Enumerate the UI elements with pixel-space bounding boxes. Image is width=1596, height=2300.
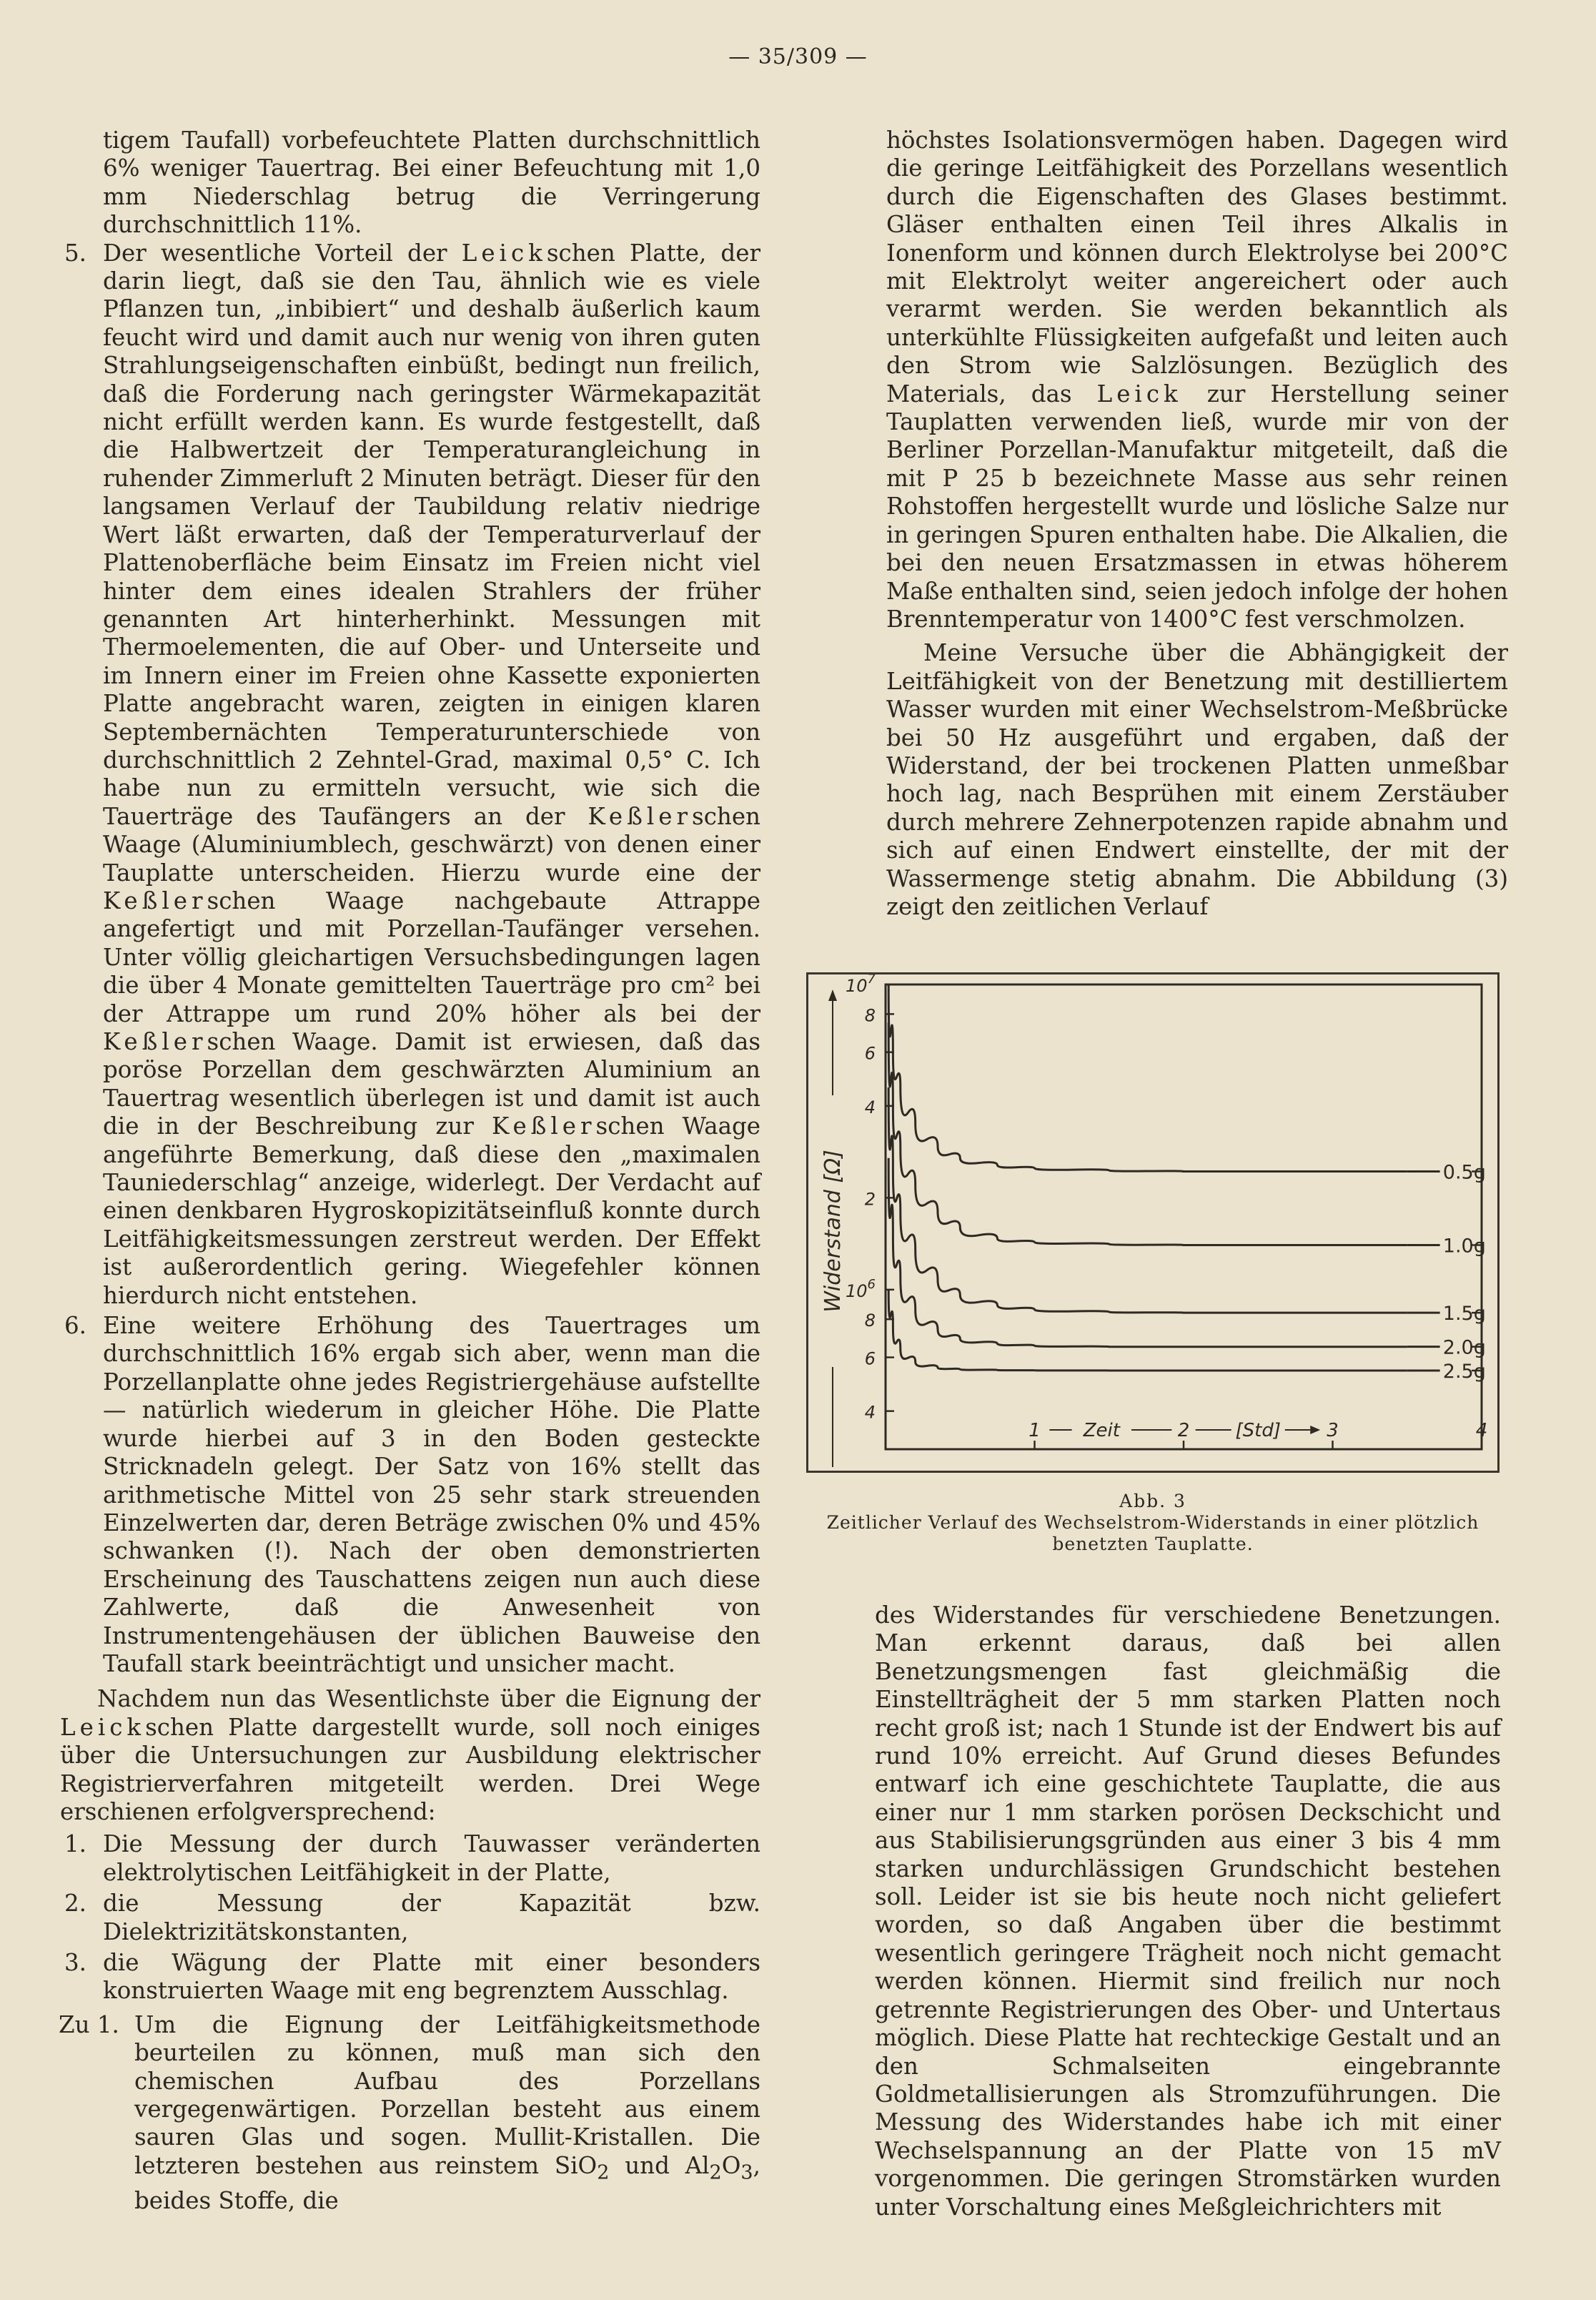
- item-5-part: schen Waage nachgebaute Attrappe angefertigt und mit Porzellan-Taufänger versehen. Unter völlig gleichartigen Versuchsbedingungen lagen die über 4 Monate gemittelten Tauerträge pro cm² bei der Attrappe um rund 20% höher als bei der: [103, 887, 760, 1027]
- item-5-part: schen Waage. Damit ist erwiesen, daß das poröse Porzellan dem geschwärzten Aluminium an Tauertrag wesentlich überlegen ist und damit ist auch die in der Beschreibung zur: [103, 1028, 760, 1140]
- numbered-list-a: [64, 239, 761, 1679]
- intro-paragraph: [103, 127, 760, 240]
- name-leick: Leick: [60, 1713, 146, 1741]
- y-tick-label: 8: [864, 1005, 876, 1026]
- y-tick-exponent: 6: [867, 1276, 876, 1292]
- zu-1-part: Um die Eignung der Leitfähigkeitsmethode beurteilen zu können, muß man sich den chemischen Aufbau des Porzellans vergegenwärtigen. Porzellan besteht aus einem sauren Glas und sogen. Mullit-Kristallen. Die letzteren bestehen aus reinstem SiO: [134, 2010, 760, 2179]
- list-item-5: [64, 239, 761, 1310]
- name-kessler: Keßler: [103, 1028, 207, 1055]
- paragraph-part: höchstes Isolationsvermögen haben. Dagegen wird die geringe Leitfähigkeit des Porzellans wesentlich durch die Eigenschaften des Glases bestimmt. Gläser enthalten einen Teil ihres Alkalis in Ionenform und können durch Elektrolyse bei 200°C mit Elektrolyt weiter angereichert oder auch verarmt werden. Sie werden bekanntlich als unterkühlte Flüssigkeiten aufgefaßt und leiten auch den Strom wie Salzlösungen. Bezüglich des Materials, das: [886, 127, 1508, 408]
- right-paragraph-3: des Widerstandes für verschiedene Benetzungen. Man erkennt daraus, daß bei allen Benetzungsmengen fast gleichmäßig die Einstellträgheit der 5 mm starken Platten noch recht groß ist; nach 1 Stunde ist der Endwert bis auf rund 10% erreicht. Auf Grund dieses Befundes entwarf ich eine geschichtete Tauplatte, die aus einer nur 1 mm starken porösen Deckschicht und aus Stabilisierungsgründen aus einer 3 bis 4 mm starken undurchlässigen Grundschicht bestehen soll. Leider ist sie bis heute noch nicht geliefert worden, so daß Angaben über die bestimmt wesentlich geringere Trägheit noch nicht gemacht werden können. Hiermit sind freilich nur noch getrennte Registrierungen des Ober- und Untertaus möglich. Diese Platte hat rechteckige Gestalt und an den Schmalseiten eingebrannte Goldmetallisierungen als Stromzuführungen. Die Messung des Widerstandes habe ich mit einer Wechselspannung an der Platte von 15 mV vorgenommen. Die geringen Stromstärken wurden unter Vorschaltung eines Meßgleichrichters mit: [875, 1601, 1501, 2221]
- resistance-chart: [808, 974, 1497, 1471]
- name-kessler: Keßler: [588, 802, 693, 830]
- item-5-part: schen Waage angeführte Bemerkung, daß diese den „maximalen Tauniederschlag“ anzeige, widerlegt. Der Verdacht auf einen denkbaren Hygroskopizitätseinfluß konnte durch Leitfähigkeitsmessungen zerstreut werden. Der Effekt ist außerordentlich gering. Wiegefehler können hierdurch nicht entstehen.: [103, 1112, 761, 1309]
- series-label: 0.5g: [1442, 1161, 1486, 1184]
- method-3-text: die Wägung der Platte mit einer besonders konstruierten Waage mit eng begrenztem Ausschlag.: [103, 1949, 760, 2005]
- right-column-top: [886, 127, 1508, 921]
- method-1-number: 1.: [64, 1830, 87, 1858]
- paragraph-part: zur Herstellung seiner Tauplatten verwenden ließ, wurde mir von der Berliner Porzellan-Manufaktur mitgeteilt, daß die mit P 25 b bezeichnete Masse aus sehr reinen Rohstoffen hergestellt wurde und lösliche Salze nur in geringen Spuren enthalten habe. Die Alkalien, die bei den neuen Ersatzmassen in etwas höherem Maße enthalten sind, seien jedoch infolge der hohen Brenntemperatur von 1400°C fest verschmolzen.: [886, 380, 1508, 633]
- item-5-text: [103, 240, 760, 1309]
- intro-text: tigem Taufall) vorbefeuchtete Platten durchschnittlich 6% weniger Tauertrag. Bei einer Befeuchtung mit 1,0 mm Niederschlag betrug die Verringerung durchschnittlich 11%.: [103, 127, 760, 239]
- series-label: 1.0g: [1442, 1235, 1486, 1258]
- y-tick-label: 2: [864, 1189, 876, 1210]
- x-tick-label: 3: [1327, 1420, 1339, 1441]
- right-paragraph-2: Meine Versuche über die Abhängigkeit der Leitfähigkeit von der Benetzung mit destilliertem Wasser wurden mit einer Wechselstrom-Meßbrücke bei 50 Hz ausgeführt und ergaben, daß der Widerstand, der bei trockenen Platten unmeßbar hoch lag, nach Besprühen mit einem Zerstäuber durch mehrere Zehnerpotenzen rapide abnahm und sich auf einen Endwert einstellte, der mit der Wassermenge stetig abnahm. Die Abbildung (3) zeigt den zeitlichen Verlauf: [886, 639, 1508, 920]
- zu-1-part: und Al: [609, 2151, 710, 2179]
- chart-series-labels: [1443, 1161, 1486, 1383]
- y-tick-label: $10^6$: [846, 1276, 876, 1301]
- zu-1-item: [59, 2010, 760, 2215]
- y-tick-exponent: 7: [867, 974, 876, 987]
- caption-title: Abb. 3: [1119, 1491, 1186, 1511]
- subscript: 2: [597, 2161, 610, 2184]
- transition-paragraph: [60, 1685, 760, 1826]
- x-tick-label: 2: [1177, 1420, 1190, 1441]
- series-line: [888, 984, 1407, 1172]
- plot-frame: [886, 984, 1482, 1449]
- item-5-number: 5.: [64, 239, 87, 267]
- x-label-arrowhead: [1310, 1426, 1320, 1434]
- y-tick-label: 6: [864, 1348, 876, 1369]
- left-column: [59, 127, 761, 2215]
- method-item-3: [64, 1949, 760, 2005]
- subscript: 3: [740, 2161, 753, 2184]
- figure-caption: [806, 1491, 1500, 1555]
- y-tick-label: 4: [864, 1097, 876, 1117]
- series-line: [888, 1087, 1407, 1313]
- para-part: Nachdem nun das Wesentlichste über die Eignung der: [97, 1685, 760, 1713]
- x-axis-label: Zeit: [1083, 1420, 1120, 1441]
- para-part: schen Platte dargestellt wurde, soll noch einiges über die Untersuchungen zur Ausbildung elektrischer Registrierverfahren mitgeteilt werden. Drei Wege erschienen erfolgversprechend:: [60, 1713, 760, 1825]
- method-item-1: [64, 1830, 760, 1887]
- y-tick-label: $10^7$: [846, 974, 876, 996]
- item-6-text: Eine weitere Erhöhung des Tauertrages um durchschnittlich 16% ergab sich aber, wenn man die Porzellanplatte ohne jedes Registriergehäuse aufstellte — natürlich wiederum in gleicher Höhe. Die Platte wurde hierbei auf 3 in den Boden gesteckte Stricknadeln gelegt. Der Satz von 16% stellt das arithmetische Mittel von 25 sehr stark streuenden Einzelwerten dar, deren Beträge zwischen 0% und 45% schwanken (!). Nach der oben demonstrierten Erscheinung des Tauschattens zeigen nun auch diese Zahlwerte, daß die Anwesenheit von Instrumentengehäusen der üblichen Bauweise den Taufall stark beeinträchtigt und unsicher macht.: [103, 1312, 760, 1677]
- zu-1-part: , beides Stoffe, die: [134, 2151, 760, 2214]
- list-item-6: [64, 1312, 760, 1678]
- chart-ticks: [846, 974, 1487, 1449]
- item-5-part: schen Platte, der darin liegt, daß sie den Tau, ähnlich wie es viele Pflanzen tun, „inbibiert“ und deshalb äußerlich kaum feucht wird und damit auch nur wenig von ihren guten Strahlungseigenschaften einbüßt, bedingt nun freilich, daß die Forderung nach geringster Wärmekapazität nicht erfüllt werden kann. Es wurde festgestellt, daß die Halbwertzeit der Temperaturangleichung in ruhender Zimmerluft 2 Minuten beträgt. Dieser für den langsamen Verlauf der Taubildung relativ niedrige Wert läßt erwarten, daß der Temperaturverlauf der Plattenoberfläche beim Einsatz im Freien nicht viel hinter dem eines idealen Strahlers der früher genannten Art hinterherhinkt. Messungen mit Thermoelementen, die auf Ober- und Unterseite und im Innern einer im Freien ohne Kassette exponierten Platte angebracht waren, zeigten in einigen klaren Septembernächten Temperaturunterschiede von durchschnittlich 2 Zehntel-Grad, maximal 0,5° C. Ich habe nun zu ermitteln versucht, wie sich die Tauerträge des Taufängers an der: [103, 239, 760, 830]
- y-tick-label: 6: [864, 1043, 876, 1064]
- chart-axes: [821, 984, 1482, 1467]
- y-tick-label: 8: [864, 1311, 876, 1331]
- subscript: 2: [709, 2161, 722, 2184]
- x-axis-unit: [Std]: [1235, 1420, 1281, 1441]
- method-1-text: Die Messung der durch Tauwasser veränderten elektrolytischen Leitfähigkeit in der Platte,: [103, 1830, 760, 1886]
- item-5-part: schen Waage (Aluminiumblech, geschwärzt) von denen einer Tauplatte unterscheiden. Hierzu wurde eine der: [103, 802, 760, 887]
- name-leick: Leick: [1096, 380, 1182, 408]
- series-label: 1.5g: [1442, 1303, 1486, 1326]
- method-2-number: 2.: [64, 1890, 87, 1918]
- zu-1-number: Zu 1.: [59, 2010, 119, 2038]
- page-header: — 35/309 —: [728, 44, 868, 69]
- series-line: [888, 1022, 1407, 1245]
- zu-1-text: [134, 2011, 760, 2214]
- series-label: 2.0g: [1442, 1336, 1486, 1359]
- name-leick: Leick: [461, 239, 547, 267]
- name-kessler: Keßler: [492, 1112, 596, 1140]
- figure-abb-3: [806, 972, 1500, 1473]
- right-column-bottom: [875, 1601, 1501, 2221]
- method-3-number: 3.: [64, 1949, 87, 1976]
- right-paragraph-1: [886, 127, 1508, 633]
- x-tick-label: 4: [1475, 1420, 1488, 1441]
- method-item-2: [64, 1890, 760, 1946]
- y-label-arrowhead: [828, 989, 837, 1001]
- chart-series: [888, 984, 1482, 1371]
- y-tick-label: 4: [864, 1402, 876, 1423]
- caption-text: Zeitlicher Verlauf des Wechselstrom-Widerstands in einer plötzlich benetzten Tauplatte.: [826, 1512, 1479, 1554]
- item-6-number: 6.: [64, 1312, 87, 1340]
- x-tick-label: 1: [1029, 1420, 1041, 1441]
- series-line: [888, 1158, 1407, 1347]
- zu-1-part: O: [721, 2151, 741, 2179]
- item-5-part: Der wesentliche Vorteil der: [103, 239, 462, 267]
- numbered-list-b: [59, 1830, 760, 2215]
- name-kessler: Keßler: [103, 887, 207, 914]
- method-2-text: die Messung der Kapazität bzw. Dielektrizitätskonstanten,: [103, 1890, 760, 1945]
- y-axis-label: Widerstand [Ω]: [821, 1150, 846, 1313]
- series-label: 2.5g: [1442, 1361, 1486, 1383]
